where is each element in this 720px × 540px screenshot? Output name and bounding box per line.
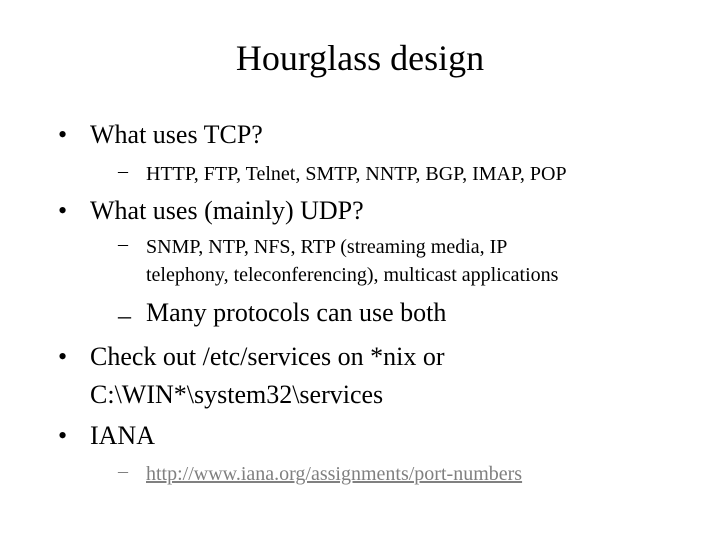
iana-port-numbers-link[interactable]: http://www.iana.org/assignments/port-numbers <box>146 463 523 485</box>
dash-marker: – <box>118 460 128 482</box>
bullet-what-uses-tcp: What uses TCP? <box>90 120 263 149</box>
dash-marker: – <box>118 301 131 330</box>
dash-marker: – <box>118 233 128 255</box>
sub-item-tcp-protocols: HTTP, FTP, Telnet, SMTP, NNTP, BGP, IMAP, POP <box>146 163 567 185</box>
sub-item-udp-protocols-line2: telephony, teleconferencing), multicast applications <box>146 264 559 286</box>
bullet-marker: • <box>58 120 68 149</box>
bullet-check-services-line2: C:\WIN*\system32\services <box>90 380 384 409</box>
bullet-marker: • <box>58 421 68 450</box>
sub-item-many-protocols: Many protocols can use both <box>146 298 447 327</box>
sub-item-udp-protocols-line1: SNMP, NTP, NFS, RTP (streaming media, IP <box>146 236 508 258</box>
dash-marker: – <box>118 160 128 182</box>
bullet-what-uses-udp: What uses (mainly) UDP? <box>90 196 364 225</box>
bullet-iana: IANA <box>90 421 155 450</box>
slide-title: Hourglass design <box>235 38 485 78</box>
bullet-marker: • <box>58 196 68 225</box>
bullet-marker: • <box>58 342 68 371</box>
bullet-check-services-line1: Check out /etc/services on *nix or <box>90 342 445 371</box>
